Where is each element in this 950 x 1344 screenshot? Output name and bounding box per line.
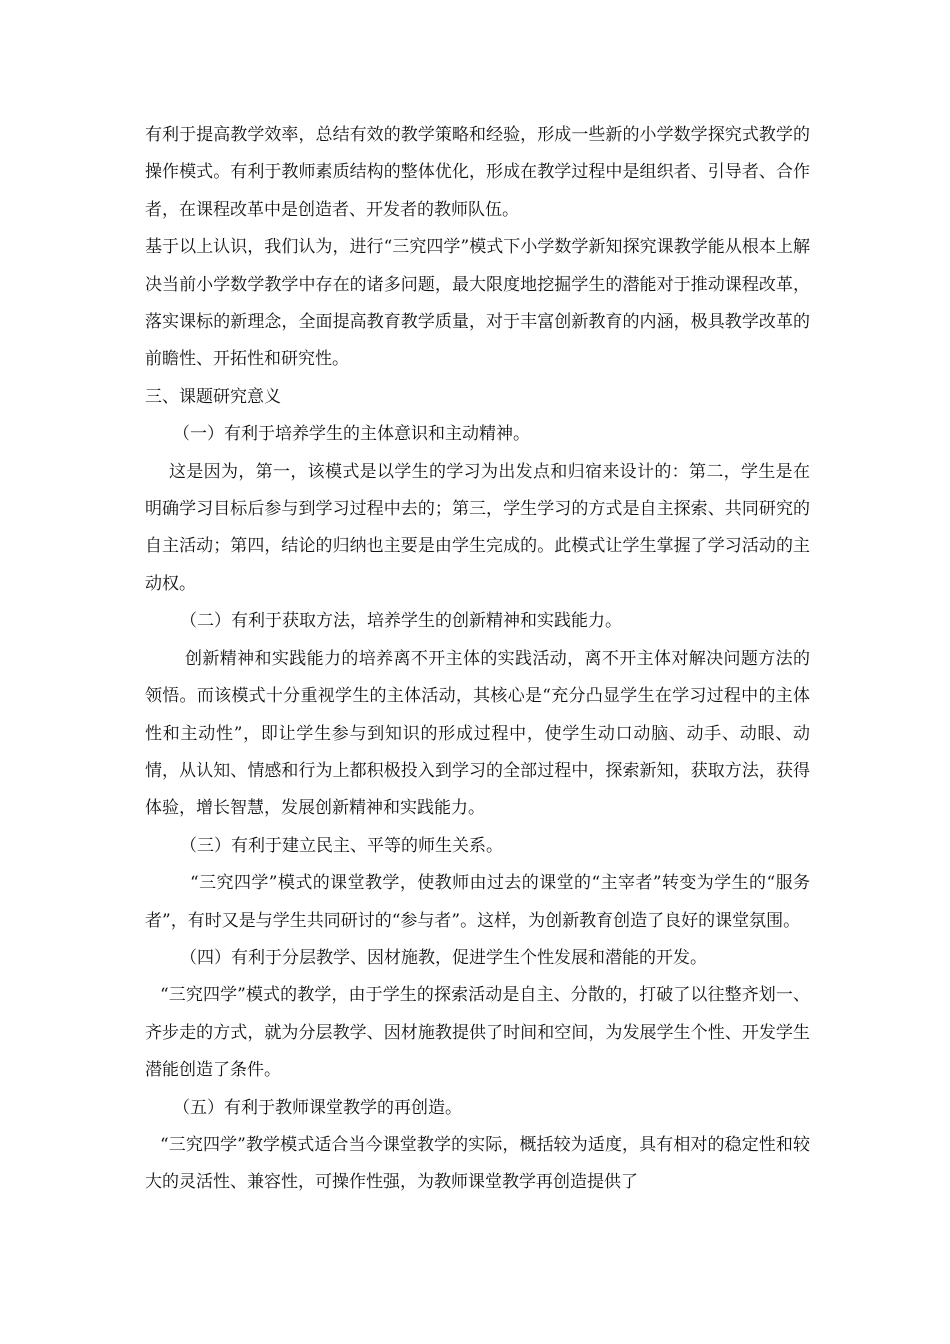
paragraph-efficiency: 有利于提高教学效率，总结有效的教学策略和经验，形成一些新的小学数学探究式教学的操作模式。有利于教师素质结构的整体优化，形成在教学过程中是组织者、引导者、合作者，在课程改革中是创造者、开发者的教师队伍。 xyxy=(145,125,810,220)
paragraph-innovation: 创新精神和实践能力的培养离不开主体的实践活动，离不开主体对解决问题方法的领悟。而该模式十分重视学生的主体活动，其核心是“充分凸显学生在学习过程中的主体性和主动性”，即让学生参与到知识的形成过程中，使学生动口动脑、动手、动眼、动情，从认知、情感和行为上都积极投入到学习的全部过程中，探索新知，获取方法，获得体验，增长智慧，发展创新精神和实践能力。 xyxy=(145,648,810,819)
subheading-1: （一）有利于培养学生的主体意识和主动精神。 xyxy=(173,424,530,445)
subheading-5: （五）有利于教师课堂教学的再创造。 xyxy=(173,1097,462,1118)
document-body xyxy=(145,117,810,1202)
paragraph-subject-awareness: 这是因为，第一，该模式是以学生的学习为出发点和归宿来设计的：第二，学生是在明确学习目标后参与到学习过程中去的；第三，学生学习的方式是自主探索、共同研究的自主活动；第四，结论的归纳也主要是由学生完成的。此模式让学生掌握了学习活动的主动权。 xyxy=(145,461,810,594)
subheading-2: （二）有利于获取方法，培养学生的创新精神和实践能力。 xyxy=(180,611,622,632)
paragraph-recreation: “三究四学”教学模式适合当今课堂教学的实际，概括较为适度，具有相对的稳定性和较大的灵活性、兼容性，可操作性强，为教师课堂教学再创造提供了 xyxy=(145,1134,810,1193)
subheading-3: （三）有利于建立民主、平等的师生关系。 xyxy=(180,835,503,856)
paragraph-layered-teaching: “三究四学”模式的教学，由于学生的探索活动是自主、分散的，打破了以往整齐划一、齐步走的方式，就为分层教学、因材施教提供了时间和空间，为发展学生个性、开发学生潜能创造了条件。 xyxy=(145,985,810,1081)
paragraph-conclusion: 基于以上认识，我们认为，进行“三究四学”模式下小学数学新知探究课教学能从根本上解决当前小学数学教学中存在的诸多问题，最大限度地挖掘学生的潜能对于推动课程改革，落实课标的新理念，全面提高教育教学质量，对于丰富创新教育的内涵，极具教学改革的前瞻性、开拓性和研究性。 xyxy=(145,237,810,370)
subheading-4: （四）有利于分层教学、因材施教，促进学生个性发展和潜能的开发。 xyxy=(180,947,707,968)
paragraph-teacher-student: “三究四学”模式的课堂教学，使教师由过去的课堂的“主宰者”转变为学生的“服务者”，有时又是与学生共同研讨的“参与者”。这样，为创新教育创造了良好的课堂氛围。 xyxy=(145,873,810,931)
section-heading-research-significance: 三、课题研究意义 xyxy=(145,386,281,407)
